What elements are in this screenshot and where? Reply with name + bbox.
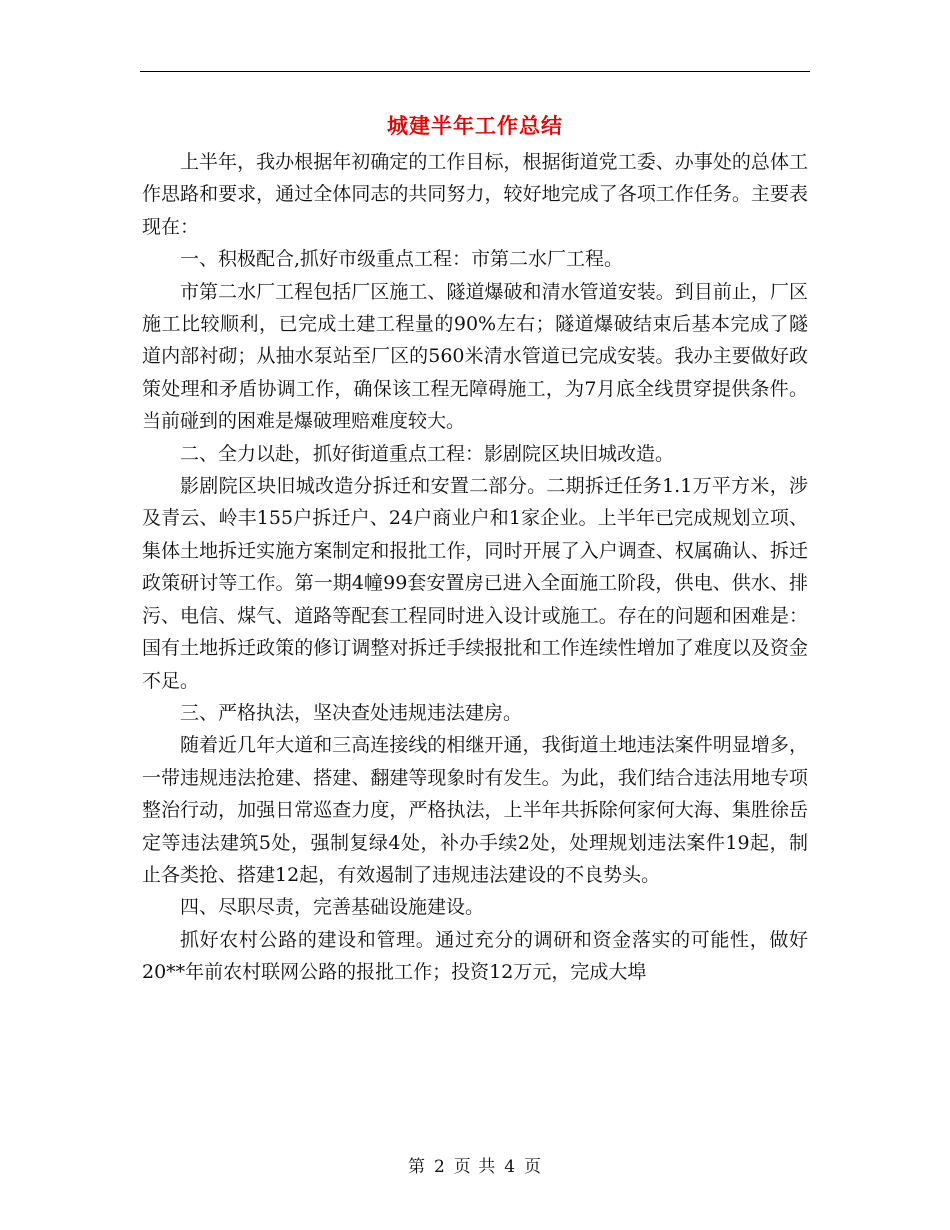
footer-page-total: 4	[504, 1157, 517, 1177]
paragraph-intro: 上半年，我办根据年初确定的工作目标，根据街道党工委、办事处的总体工作思路和要求，通过全体同志的共同努力，较好地完成了各项工作任务。主要表现在：	[142, 151, 808, 238]
paragraph-section-4: 抓好农村公路的建设和管理。通过充分的调研和资金落实的可能性，做好20**年前农村联网公路的报批工作；投资12万元，完成大埠	[142, 928, 808, 984]
paragraph-section-2: 影剧院区块旧城改造分拆迁和安置二部分。二期拆迁任务1.1万平方米，涉及青云、岭丰155户拆迁户、24户商业户和1家企业。上半年已完成规划立项、集体土地拆迁实施方案制定和报批工作，同时开展了入户调查、权属确认、拆迁政策研讨等工作。第一期4幢99套安置房已进入全面施工阶段，供电、供水、排污、电信、煤气、道路等配套工程同时进入设计或施工。存在的问题和困难是：国有土地拆迁政策的修订调整对拆迁手续报批和工作连续性增加了难度以及资金不足。	[142, 475, 808, 692]
footer-page-current: 2	[433, 1157, 446, 1177]
footer-label-pre: 第	[407, 1157, 426, 1177]
paragraph-section-3: 随着近几年大道和三高连接线的相继开通，我街道土地违法案件明显增多，一带违规违法抢建、搭建、翻建等现象时有发生。为此，我们结合违法用地专项整治行动，加强日常巡查力度，严格执法，上半年共拆除何家何大海、集胜徐岳定等违法建筑5处，强制复绿4处，补办手续2处，处理规划违法案件19起，制止各类抢、搭建12起，有效遏制了违规违法建设的不良势头。	[142, 734, 808, 886]
paragraph-section-1: 市第二水厂工程包括厂区施工、隧道爆破和清水管道安装。到目前止，厂区施工比较顺利，已完成土建工程量的90%左右；隧道爆破结束后基本完成了隧道内部衬砌；从抽水泵站至厂区的560米清水管道已完成安装。我办主要做好政策处理和矛盾协调工作，确保该工程无障碍施工，为7月底全线贯穿提供条件。当前碰到的困难是爆破理赔难度较大。	[142, 280, 808, 433]
document-title: 城建半年工作总结	[387, 113, 563, 138]
page-footer	[0, 1152, 950, 1177]
section-heading-1: 一、积极配合,抓好市级重点工程：市第二水厂工程。	[180, 248, 624, 271]
footer-label-mid: 页 共	[453, 1157, 497, 1177]
section-heading-3: 三、严格执法，坚决查处违规违法建房。	[180, 701, 523, 724]
section-heading-4: 四、尽职尽责，完善基础设施建设。	[180, 896, 485, 919]
document-body	[142, 146, 808, 989]
section-heading-2: 二、全力以赴，抓好街道重点工程：影剧院区块旧城改造。	[180, 442, 675, 465]
footer-label-post: 页	[524, 1157, 543, 1177]
header-rule	[140, 71, 810, 72]
